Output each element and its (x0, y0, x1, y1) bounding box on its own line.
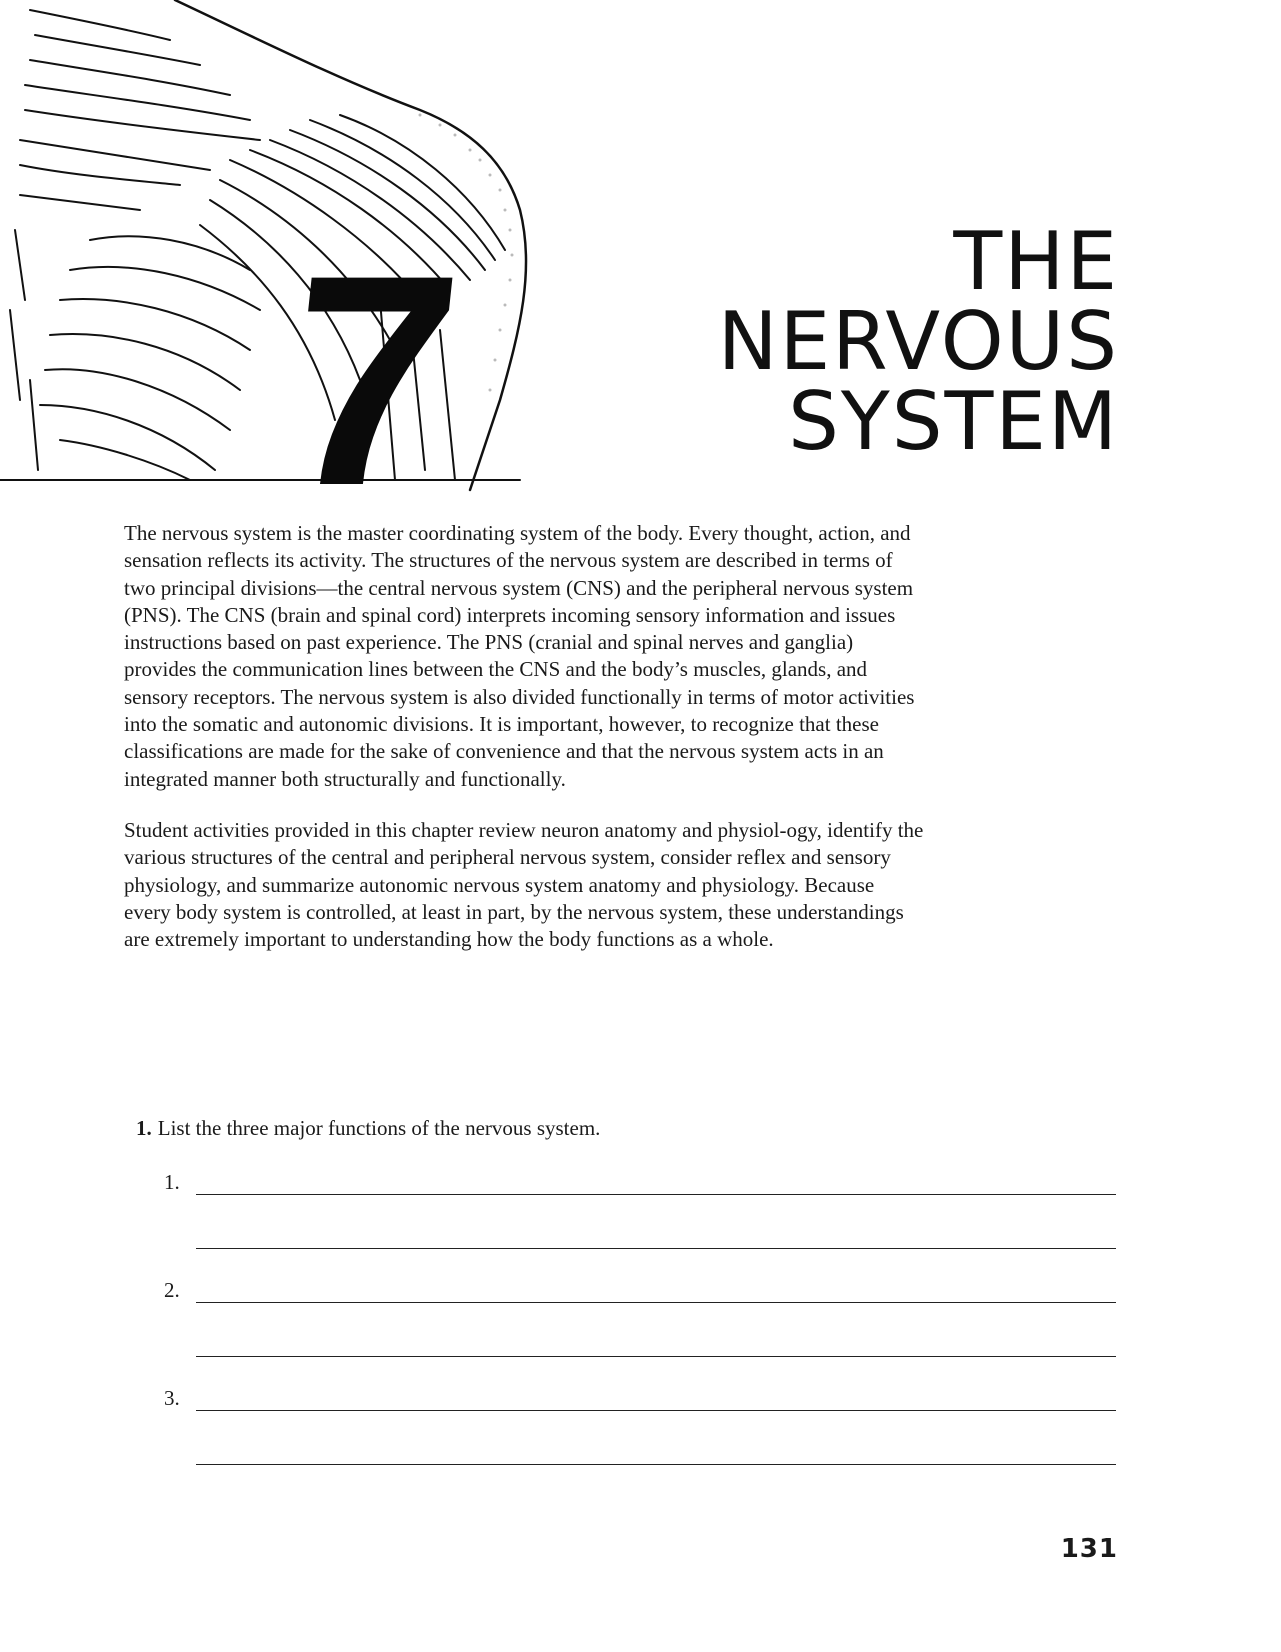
answer-line[interactable] (196, 1464, 1116, 1465)
question-number: 1. (136, 1116, 152, 1140)
answer-item (160, 1386, 1120, 1494)
chapter-title-line: SYSTEM (788, 375, 1119, 468)
answer-line[interactable] (196, 1302, 1116, 1303)
answer-line[interactable] (196, 1194, 1116, 1195)
answer-label: 3. (164, 1386, 180, 1410)
answer-label: 2. (164, 1278, 180, 1302)
answer-line[interactable] (196, 1356, 1116, 1357)
answer-label: 1. (164, 1170, 180, 1194)
intro-paragraph: Student activities provided in this chapter review neuron anatomy and physiol-ogy, identify the various structures of the central and peripheral nervous system, consider reflex and sensory physiology, and summarize autonomic nervous system anatomy and physiology. Because every body system is controlled, at least in part, by the nervous system, these understandings are extremely important to understanding how the body functions as a whole. (124, 817, 924, 952)
answer-blanks (160, 1170, 1120, 1494)
answer-line[interactable] (196, 1248, 1116, 1249)
answer-line[interactable] (196, 1410, 1116, 1411)
shoulder-muscle-illustration (0, 0, 560, 500)
question-text: List the three major functions of the nervous system. (157, 1116, 601, 1140)
chapter-introduction (124, 520, 924, 977)
answer-item (160, 1278, 1120, 1386)
answer-item (160, 1170, 1120, 1278)
intro-paragraph: The nervous system is the master coordinating system of the body. Every thought, action, and sensation reflects its activity. The structures of the nervous system are described in terms of two principal divisions—the central nervous system (CNS) and the peripheral nervous system (PNS). The CNS (brain and spinal cord) interprets incoming sensory information and issues instructions based on past experience. The PNS (cranial and spinal nerves and ganglia) provides the communication lines between the CNS and the body’s muscles, glands, and sensory receptors. The nervous system is also divided functionally in terms of motor activities into the somatic and autonomic divisions. It is important, however, to recognize that these classifications are made for the sake of convenience and that the nervous system acts in an integrated manner both structurally and functionally. (124, 521, 915, 791)
chapter-number: 7 (270, 212, 473, 548)
question-1 (136, 1116, 600, 1141)
chapter-title (717, 215, 1119, 468)
page-number: 131 (1060, 1534, 1118, 1564)
chapter-title-line: THE (953, 215, 1119, 308)
chapter-title-line: NERVOUS (717, 295, 1119, 388)
